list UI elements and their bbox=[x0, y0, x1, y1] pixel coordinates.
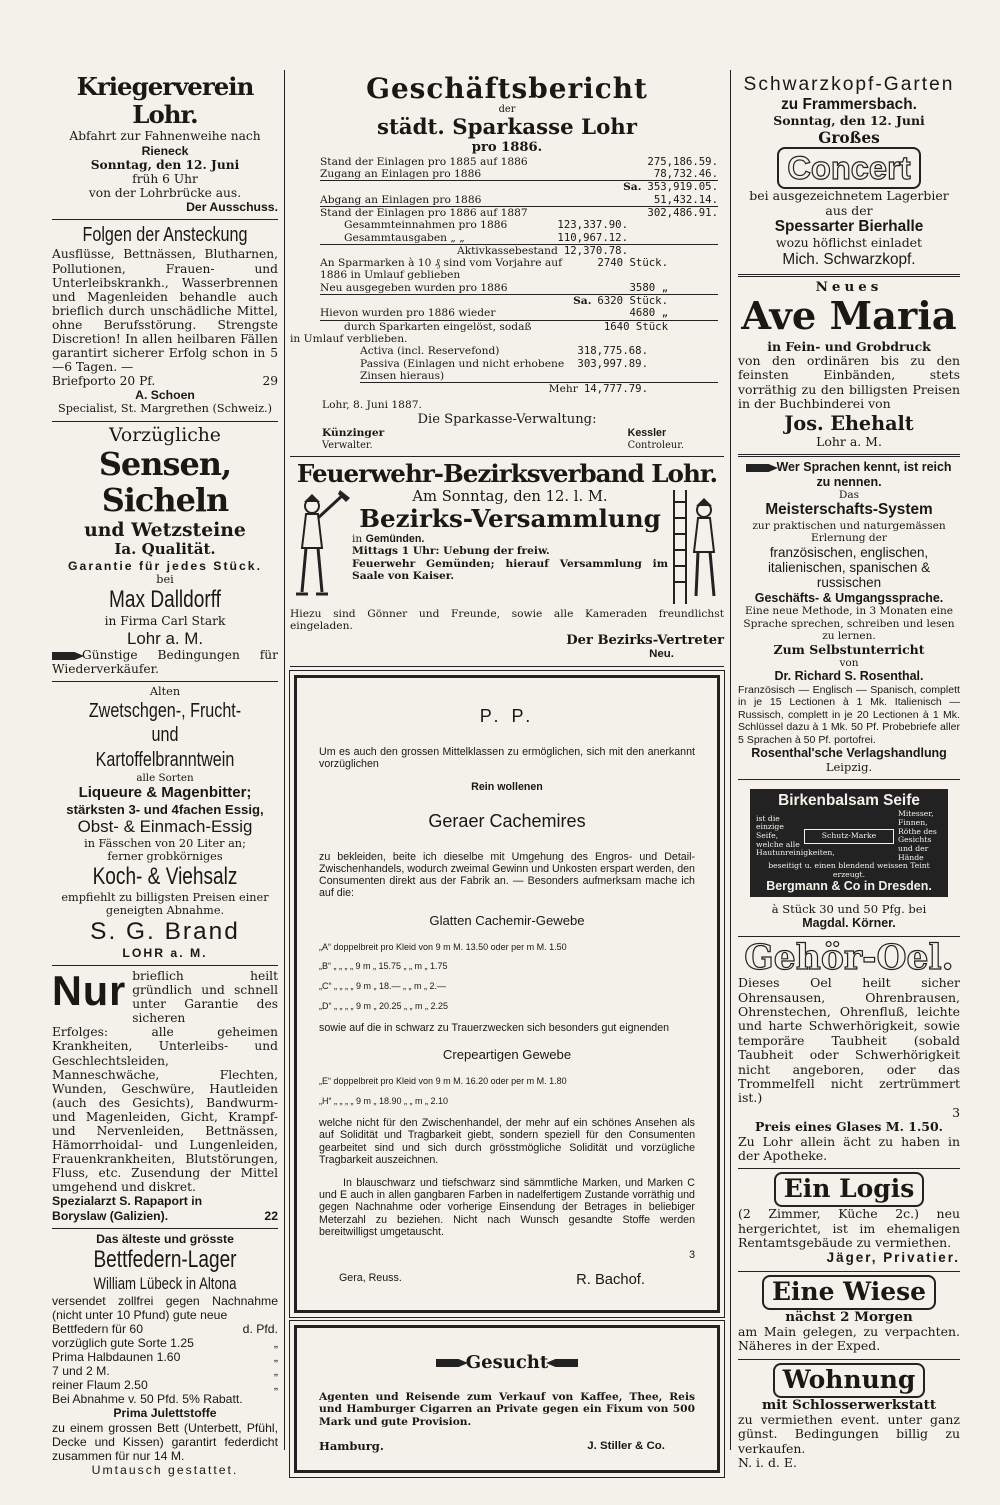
column-rule-left bbox=[284, 70, 285, 1450]
ad-text: Das bbox=[838, 488, 860, 501]
report-row: Sa. 353,919.05. bbox=[320, 180, 718, 193]
ad-place: Gera, Reuss. bbox=[339, 1271, 402, 1284]
ad-gesucht bbox=[294, 1325, 720, 1473]
column-rule-right bbox=[730, 70, 731, 1450]
report-row: Neu ausgegeben wurden pro 1886 3580 „ bbox=[320, 280, 668, 294]
ad-text: in Fässchen von 20 Liter an; bbox=[84, 836, 246, 850]
ad-reference: N. i. d. E. bbox=[738, 1455, 797, 1471]
ad-body: am Main gelegen, zu verpachten. Näheres in der Exped. bbox=[738, 1324, 960, 1354]
ad-name: R. Bachof. bbox=[576, 1271, 645, 1288]
ad-ave-maria bbox=[738, 277, 960, 457]
ad-text: Hiezu sind Gönner und Freunde, sowie alle Kameraden freundlichst eingeladen. bbox=[290, 606, 724, 633]
ad-text: von bbox=[839, 656, 859, 669]
ad-sub: Specialist, St. Margrethen (Schweiz.) bbox=[58, 402, 272, 416]
ad-text: zur praktischen und naturgemässen Erlernung der bbox=[752, 519, 946, 545]
ad-body: Französisch — Englisch — Spanisch, complett in je 15 Lectionen à 1 Mk. Italienisch — Russisch, complett in je 20 Lectionen à 1 Mk. Schlüssel dazu à 1 Mk. 50 Pf. Probebriefe aller 5 Sprachen à 50 Pf. portofrei. bbox=[738, 683, 960, 746]
ad-place: Lohr a. M. bbox=[126, 628, 204, 648]
ad-text: Geschäfts- & Umgangssprache. bbox=[754, 590, 944, 605]
ad-wiese bbox=[738, 1272, 960, 1360]
signature-name: Künzinger bbox=[322, 426, 385, 440]
ad-maker: Bergmann & Co in Dresden. bbox=[766, 879, 932, 894]
report-year: pro 1886. bbox=[471, 140, 543, 156]
ad-title: Gehör-Oel. bbox=[744, 937, 954, 978]
ad-line: stärksten 3- und 4fachen Essig, bbox=[66, 802, 264, 818]
ad-quality: Ia. Qualität. bbox=[114, 540, 216, 559]
ad-initial: Nur bbox=[52, 967, 127, 1014]
ad-sensen bbox=[52, 422, 278, 683]
ad-signature: Der Bezirks-Vertreter bbox=[566, 632, 724, 648]
price-row: „H“ „ „ „ „ 9 m „ 18.90 „ „ m „ 2.10 bbox=[319, 1095, 449, 1106]
report-row: Mehr 14,777.79. bbox=[360, 382, 718, 395]
price-row: „A“ doppelbreit pro Kleid von 9 m M. 13.50 oder per m M. 1.50 bbox=[319, 941, 567, 952]
ad-top: Vorzügliche bbox=[109, 424, 221, 446]
ad-title: Wohnung bbox=[738, 1363, 960, 1398]
left-column bbox=[52, 70, 278, 1482]
ad-subtitle: mit Schlosserwerkstatt bbox=[761, 1396, 937, 1413]
ad-text: empfiehlt zu billigsten Preisen einer geneigten Abnahme. bbox=[61, 891, 269, 918]
ad-text: Rein wollenen bbox=[471, 780, 543, 793]
ad-gehoer-oel bbox=[738, 937, 960, 1170]
ad-logis bbox=[738, 1169, 960, 1271]
report-row: Zugang an Einlagen pro 1886 78,732.46. bbox=[320, 167, 718, 181]
ad-title: Zwetschgen-, Frucht- und bbox=[88, 698, 242, 747]
report-text: Die Sparkasse-Verwaltung: bbox=[417, 411, 597, 427]
ad-body: Dieses Oel heilt sicher Ohrensausen, Ohrenbrausen, Ohrenstechen, Ohrenfluß, leichte und harte Schwerhörigkeit, sowie temporäre Taubheit (sobald Taubheit oder Schwerhörigkeit nicht angeboren, oder das Trommelfell nicht zertrümmert ist.) bbox=[738, 975, 960, 1106]
report-row: Gesammteinnahmen pro 1886 123,337.90. bbox=[344, 218, 628, 232]
ad-text: Zum Selbstunterricht bbox=[773, 641, 925, 657]
price-table bbox=[319, 942, 695, 1012]
ad-sprachen bbox=[738, 457, 960, 780]
ad-lead: brieflich heilt gründlich und schnell unter Garantie des sicheren bbox=[132, 968, 278, 1026]
ad-number: 22 bbox=[264, 1208, 278, 1223]
right-column bbox=[738, 70, 960, 1476]
ad-geschaeftsbericht bbox=[290, 70, 724, 457]
ad-title: Koch- & Viehsalz bbox=[92, 863, 238, 891]
ad-terms: Günstige Bedingungen für Wiederverkäufer. bbox=[52, 648, 278, 677]
ad-body: zu einem grossen Bett (Unterbett, Pfühl, Decke und Kissen) garantirt federdicht zusammen für nur 14 M. bbox=[52, 1420, 278, 1463]
signature-name: Kessler bbox=[627, 427, 667, 440]
ad-subtitle: Meisterschafts-System bbox=[765, 501, 933, 519]
ad-name: Magdal. Körner. bbox=[802, 916, 896, 931]
ad-text: Briefporto 20 Pf. bbox=[52, 374, 156, 389]
ad-text: von der Lohrbrücke aus. bbox=[88, 185, 242, 200]
ad-title: Ave Maria bbox=[741, 294, 957, 340]
price-row: „E“ doppelbreit pro Kleid von 9 m M. 16.20 oder per m M. 1.80 bbox=[319, 1075, 567, 1086]
ad-title: Birkenbalsam Seife bbox=[778, 792, 920, 810]
ad-text: französischen, englischen, italienischen, spanischen & russischen bbox=[767, 544, 931, 591]
ad-name: Jos. Ehehalt bbox=[784, 411, 914, 435]
price-row: Prima Halbdaunen 1.60 „ bbox=[52, 1350, 278, 1365]
ad-time: früh 6 Uhr bbox=[132, 171, 198, 186]
ad-text: Bei Abnahme v. 50 Pfd. 5% Rabatt. bbox=[52, 1392, 243, 1407]
ad-place: LOHR a. M. bbox=[122, 945, 208, 960]
ad-cachemires bbox=[294, 675, 720, 1313]
report-row: Passiva (Einlagen und nicht erhobene Zinsen hieraus) 303,997.89. bbox=[360, 356, 648, 382]
ad-body: versendet zollfrei gegen Nachnahme (nicht unter 10 Pfund) gute neue bbox=[52, 1293, 278, 1322]
price-row: reiner Flaum 2.50 „ bbox=[52, 1378, 278, 1393]
pointing-hand-icon bbox=[552, 1359, 578, 1367]
signature-role: Verwalter. bbox=[322, 439, 373, 451]
pointing-hand-icon bbox=[746, 464, 772, 472]
pointing-hand-icon bbox=[52, 652, 78, 660]
ad-text: bei ausgezeichnetem Lagerbier aus der bbox=[749, 188, 949, 218]
report-row: Aktivkassebestand 12,370.78. bbox=[320, 244, 718, 257]
ad-place: Lohr a. M. bbox=[816, 433, 882, 449]
ad-zwetschgen bbox=[52, 682, 278, 965]
report-row: An Sparmarken à 10 ₰ sind vom Vorjahre auf 1886 in Umlauf geblieben 2740 Stück. bbox=[320, 256, 668, 282]
ad-subtitle: in Fein- und Grobdruck bbox=[767, 338, 931, 354]
ad-publisher: Rosenthal'sche Verlagshandlung bbox=[751, 746, 947, 761]
ad-title: Sensen, Sicheln bbox=[98, 445, 232, 519]
ad-text: Großes bbox=[818, 128, 880, 147]
price-row: „B“ „ „ „ „ 9 m „ 15.75 „ „ m „ 1.75 bbox=[319, 961, 448, 972]
price-row: „D“ „ „ „ „ 9 m „ 20.25 „ „ m „ 2.25 bbox=[319, 1000, 449, 1011]
ad-kriegerverein bbox=[52, 70, 278, 220]
report-row: Sa. 6320 Stück. bbox=[320, 294, 718, 307]
price-row: „C“ „ „ „ „ 9 m „ 18.— „ „ m „ 2.— bbox=[319, 980, 446, 991]
ad-date: Sonntag, den 12. Juni bbox=[773, 113, 925, 129]
ad-concert: Concert bbox=[738, 147, 960, 189]
report-row: Hievon wurden pro 1886 wieder 4680 „ bbox=[320, 306, 668, 320]
ad-title: Wer Sprachen kennt, ist reich zu nennen. bbox=[776, 460, 952, 489]
ad-birkenbalsam bbox=[738, 780, 960, 937]
ad-body: In blauschwarz und tiefschwarz sind sämmtliche Marken, und Marken C und E auch in allen gangbaren Farben in nadelfertigem Zustande vorräthig und gegen Nachnahme oder vorherige Einsendung der Betrages in beliebiger Meterzahl zu beziehen. Nicht nach Wunsch gesandte Stoffe werden bereitwilligst umgetauscht. bbox=[319, 1176, 695, 1238]
pointing-hand-icon bbox=[436, 1359, 462, 1367]
ad-subtitle: Bezirks-Versammlung bbox=[359, 504, 661, 534]
ad-top: Neues bbox=[815, 279, 883, 296]
report-table bbox=[290, 156, 724, 333]
ad-number: 3 bbox=[689, 1248, 695, 1261]
ad-number: 3 bbox=[952, 1104, 960, 1120]
price-list bbox=[52, 1322, 278, 1392]
ad-place: Hamburg. bbox=[319, 1438, 384, 1453]
ad-title: Feuerwehr-Bezirksverband Lohr. bbox=[296, 459, 718, 489]
ad-text: wozu höflichst einladet bbox=[775, 235, 923, 251]
ad-name: Jäger, Privatier. bbox=[826, 1250, 960, 1266]
ad-title: Bettfedern-Lager bbox=[93, 1245, 237, 1273]
ad-top: Alten bbox=[149, 685, 181, 699]
ad-body: zu bekleiden, beite ich dieselbe mit Umgehung des Engros- und Detail-Zwischenhandels, wodurch zweimal Gewinn und Unkosten erspart werden, den Consumenten direkt aus der Fabrik an. — Besonders aufmerksam mache ich auf die: bbox=[319, 850, 695, 900]
ad-name: William Lübeck in Altona bbox=[93, 1273, 237, 1293]
report-balance bbox=[290, 345, 724, 395]
ad-firma: in Firma Carl Stark bbox=[104, 614, 226, 629]
report-row: Activa (incl. Reservefond) 318,775.68. bbox=[360, 344, 648, 358]
ad-text: ferner grobkörniges bbox=[107, 849, 223, 863]
ad-name: Max Dalldorff bbox=[109, 586, 221, 614]
ad-date: Am Sonntag, den 12. l. M. bbox=[412, 487, 608, 505]
ad-subtitle: und Wetzsteine bbox=[84, 518, 246, 541]
ad-author: Dr. Richard S. Rosenthal. bbox=[774, 669, 924, 684]
ad-nur bbox=[52, 966, 278, 1229]
ad-line: Liqueure & Magenbitter; bbox=[78, 784, 252, 802]
ad-body: von den ordinären bis zu den feinsten Einbänden, stets vorräthig zu den billigsten Preisen in der Buchbinderei von bbox=[738, 353, 960, 412]
ad-text: Feuerwehr Gemünden; hierauf Versammlung im Saale von Kaiser. bbox=[352, 556, 668, 582]
report-row: Gesammtausgaben „ „ 110,967.12. bbox=[344, 230, 628, 244]
price-table bbox=[319, 1076, 695, 1106]
ad-body: zu vermiethen event. unter ganz günst. Bedingungen billig zu verkaufen. bbox=[738, 1411, 960, 1456]
ad-title: P. P. bbox=[479, 706, 535, 727]
ad-text: Abfahrt zur Fahnenweihe nach bbox=[69, 129, 261, 144]
price-row: vorzüglich gute Sorte 1.25 „ bbox=[52, 1335, 278, 1350]
ad-schwarzkopf bbox=[738, 70, 960, 277]
report-text: in Umlauf verblieben. bbox=[290, 331, 408, 345]
ad-wohnung bbox=[738, 1360, 960, 1476]
ad-number: 29 bbox=[262, 374, 278, 389]
report-subtitle: städt. Sparkasse Lohr bbox=[376, 114, 638, 140]
fireman-with-ladder-icon bbox=[668, 488, 724, 608]
signature-role: Controleur. bbox=[627, 439, 684, 451]
report-title: Geschäftsbericht bbox=[366, 72, 648, 105]
ad-body: sowie auf die in schwarz zu Trauerzwecken sich besonders gut eignenden bbox=[319, 1021, 670, 1034]
ad-feuerwehr: Feuerwehr-Bezirksverband Lohr. Am Sonntag, den 12. l. M. Bezirks-Versammlung in Gemünden. Mittags 1 Uhr: Uebung der freiw. Feuerwehr Gemünden; hierauf Versammlung im Saale von Kaiser. Hiezu sind Gönner und Freunde, sowie alle Kameraden freundlichst eingeladen. Der Bezirks-Vertreter Neu. bbox=[290, 457, 724, 667]
ad-signature: Boryslaw (Galizien). bbox=[52, 1208, 169, 1223]
ad-subtitle: Prima Julettstoffe bbox=[113, 1406, 217, 1421]
ad-body: Um es auch den grossen Mittelklassen zu ermöglichen, sich mit den anerkannt vorzüglichen bbox=[319, 745, 695, 770]
ad-heading: Glatten Cachemir-Gewebe bbox=[429, 912, 585, 928]
ad-title: Kriegerverein Lohr. bbox=[76, 72, 254, 130]
ad-heading: Crepeartigen Gewebe bbox=[442, 1047, 572, 1063]
report-text: der bbox=[498, 104, 516, 116]
price-row: 7 und 2 M. „ bbox=[52, 1364, 278, 1379]
ad-text: Umtausch gestattet. bbox=[91, 1462, 239, 1477]
ad-text: Mittags 1 Uhr: Uebung der freiw. bbox=[352, 544, 550, 558]
ad-title: Kartoffelbranntwein bbox=[95, 747, 235, 771]
report-row: Stand der Einlagen pro 1885 auf 1886 275,186.59. bbox=[320, 154, 718, 168]
ad-signature: Der Ausschuss. bbox=[186, 199, 278, 214]
ad-text: bei bbox=[156, 573, 174, 587]
ad-subtitle: nächst 2 Morgen bbox=[785, 1308, 913, 1325]
ad-text: alle Sorten bbox=[136, 771, 194, 784]
ad-title: Ein Logis bbox=[738, 1172, 960, 1207]
ad-body: (2 Zimmer, Küche 2c.) neu hergerichtet, ist im ehemaligen Rentamtsgebäude zu vermiethen. bbox=[738, 1206, 960, 1251]
ad-bettfedern bbox=[52, 1229, 278, 1482]
soap-label: Birkenbalsam Seife ist die einzige Seife, welche alle Hautunreinigkeiten, Schutz-Marke Mitesser, Finnen, Röthe des Gesichts und der Hände beseitigt u. einen blendend weissen Teint erzeugt. Bergmann & Co in Dresden. bbox=[750, 789, 948, 897]
report-row: Stand der Einlagen pro 1886 auf 1887 302,486.91. bbox=[320, 206, 718, 219]
ad-top: Das älteste und grösste bbox=[96, 1231, 234, 1246]
ad-title: Eine Wiese bbox=[738, 1275, 960, 1310]
trademark-icon: Schutz-Marke bbox=[804, 829, 894, 844]
price-row: Bettfedern für 60 d. Pfd. bbox=[52, 1321, 278, 1336]
ad-name: A. Schoen bbox=[135, 388, 195, 403]
ad-title: Folgen der Ansteckung bbox=[82, 222, 248, 246]
ad-subtitle: Geraer Cachemires bbox=[428, 811, 586, 832]
ad-price: Preis eines Glases M. 1.50. bbox=[755, 1119, 943, 1135]
ad-subtitle: Spessarter Bierhalle bbox=[774, 218, 924, 236]
ad-body: Erfolges: alle geheimen Krankheiten, Unterleibs- und Geschlechtsleiden, Manneschwäche, Flechten, Wunden, Geschwüre, Hautleiden (auch des Gesichts), Bandwurm- und Magenleiden, Gicht, Krampf- und Nervenleiden, Bettnässen, Hämorrhoidal- und Lungenleiden, Frauenkrankheiten, Blutstörungen, Fluss, etc. Zusendung der Mittel umgehend und diskret. bbox=[52, 1025, 278, 1195]
ad-folgen bbox=[52, 220, 278, 422]
ad-place: zu Frammersbach. bbox=[781, 96, 917, 114]
report-date: Lohr, 8. Juni 1887. bbox=[322, 398, 422, 412]
ad-text: à Stück 30 und 50 Pfg. bei bbox=[771, 901, 927, 916]
ad-body: Agenten und Reisende zum Verkauf von Kaffee, Thee, Reis und Hamburger Cigarren an Private gegen ein Fixum von 500 Mark und gute Provision. bbox=[319, 1390, 695, 1428]
fireman-with-axe-icon bbox=[290, 488, 352, 608]
report-signatures bbox=[290, 427, 724, 451]
report-row: durch Sparkarten eingelöst, sodaß 1640 Stück bbox=[320, 320, 718, 333]
ad-name: J. Stiller & Co. bbox=[587, 1439, 665, 1452]
ad-signature: Spezialarzt S. Rapaport in bbox=[52, 1194, 203, 1209]
ad-name: Neu. bbox=[649, 648, 674, 661]
ad-body: Ausflüsse, Bettnässen, Blutharnen, Pollutionen, Frauen- und Unterleibskrankh., Wasserbrennen und Magenleiden behandle auch brieflich durch unschädliche Mittel, ohne Berufsstörung. Strengste Discretion! In allen heilbaren Fällen garantirt sicherer Erfolg schon in 5—6 Tagen. — bbox=[52, 247, 278, 375]
middle-column bbox=[290, 70, 724, 1473]
ad-name: S. G. Brand bbox=[90, 917, 240, 945]
ad-line: Obst- & Einmach-Essig bbox=[77, 817, 253, 837]
ad-place: Rieneck bbox=[141, 143, 189, 158]
ad-title: Gesucht bbox=[465, 1351, 549, 1373]
ad-title: Schwarzkopf-Garten bbox=[743, 74, 955, 95]
ad-text: Eine neue Methode, in 3 Monaten eine Sprache sprechen, schreiben und lesen zu lernen. bbox=[743, 605, 955, 643]
ad-name: Mich. Schwarzkopf. bbox=[782, 250, 916, 268]
report-row: Abgang an Einlagen pro 1886 51,432.14. bbox=[320, 192, 718, 206]
ad-body: welche nicht für den Zwischenhandel, der mehr auf ein schönes Ansehen als auf Solidität und Tragbarkeit giebt, sondern speziell für den Consumenten gearbeitet sind und sich durch grösstmögliche Solidität und vorzügliche Tragbarkeit auszeichnen. bbox=[319, 1116, 695, 1166]
ad-text: Zu Lohr allein ächt zu haben in der Apotheke. bbox=[738, 1133, 960, 1164]
ad-date: Sonntag, den 12. Juni bbox=[90, 157, 240, 172]
ad-place: Gemünden. bbox=[365, 533, 425, 546]
ad-place: Leipzig. bbox=[825, 759, 873, 774]
ad-garantie: Garantie für jedes Stück. bbox=[68, 559, 262, 574]
